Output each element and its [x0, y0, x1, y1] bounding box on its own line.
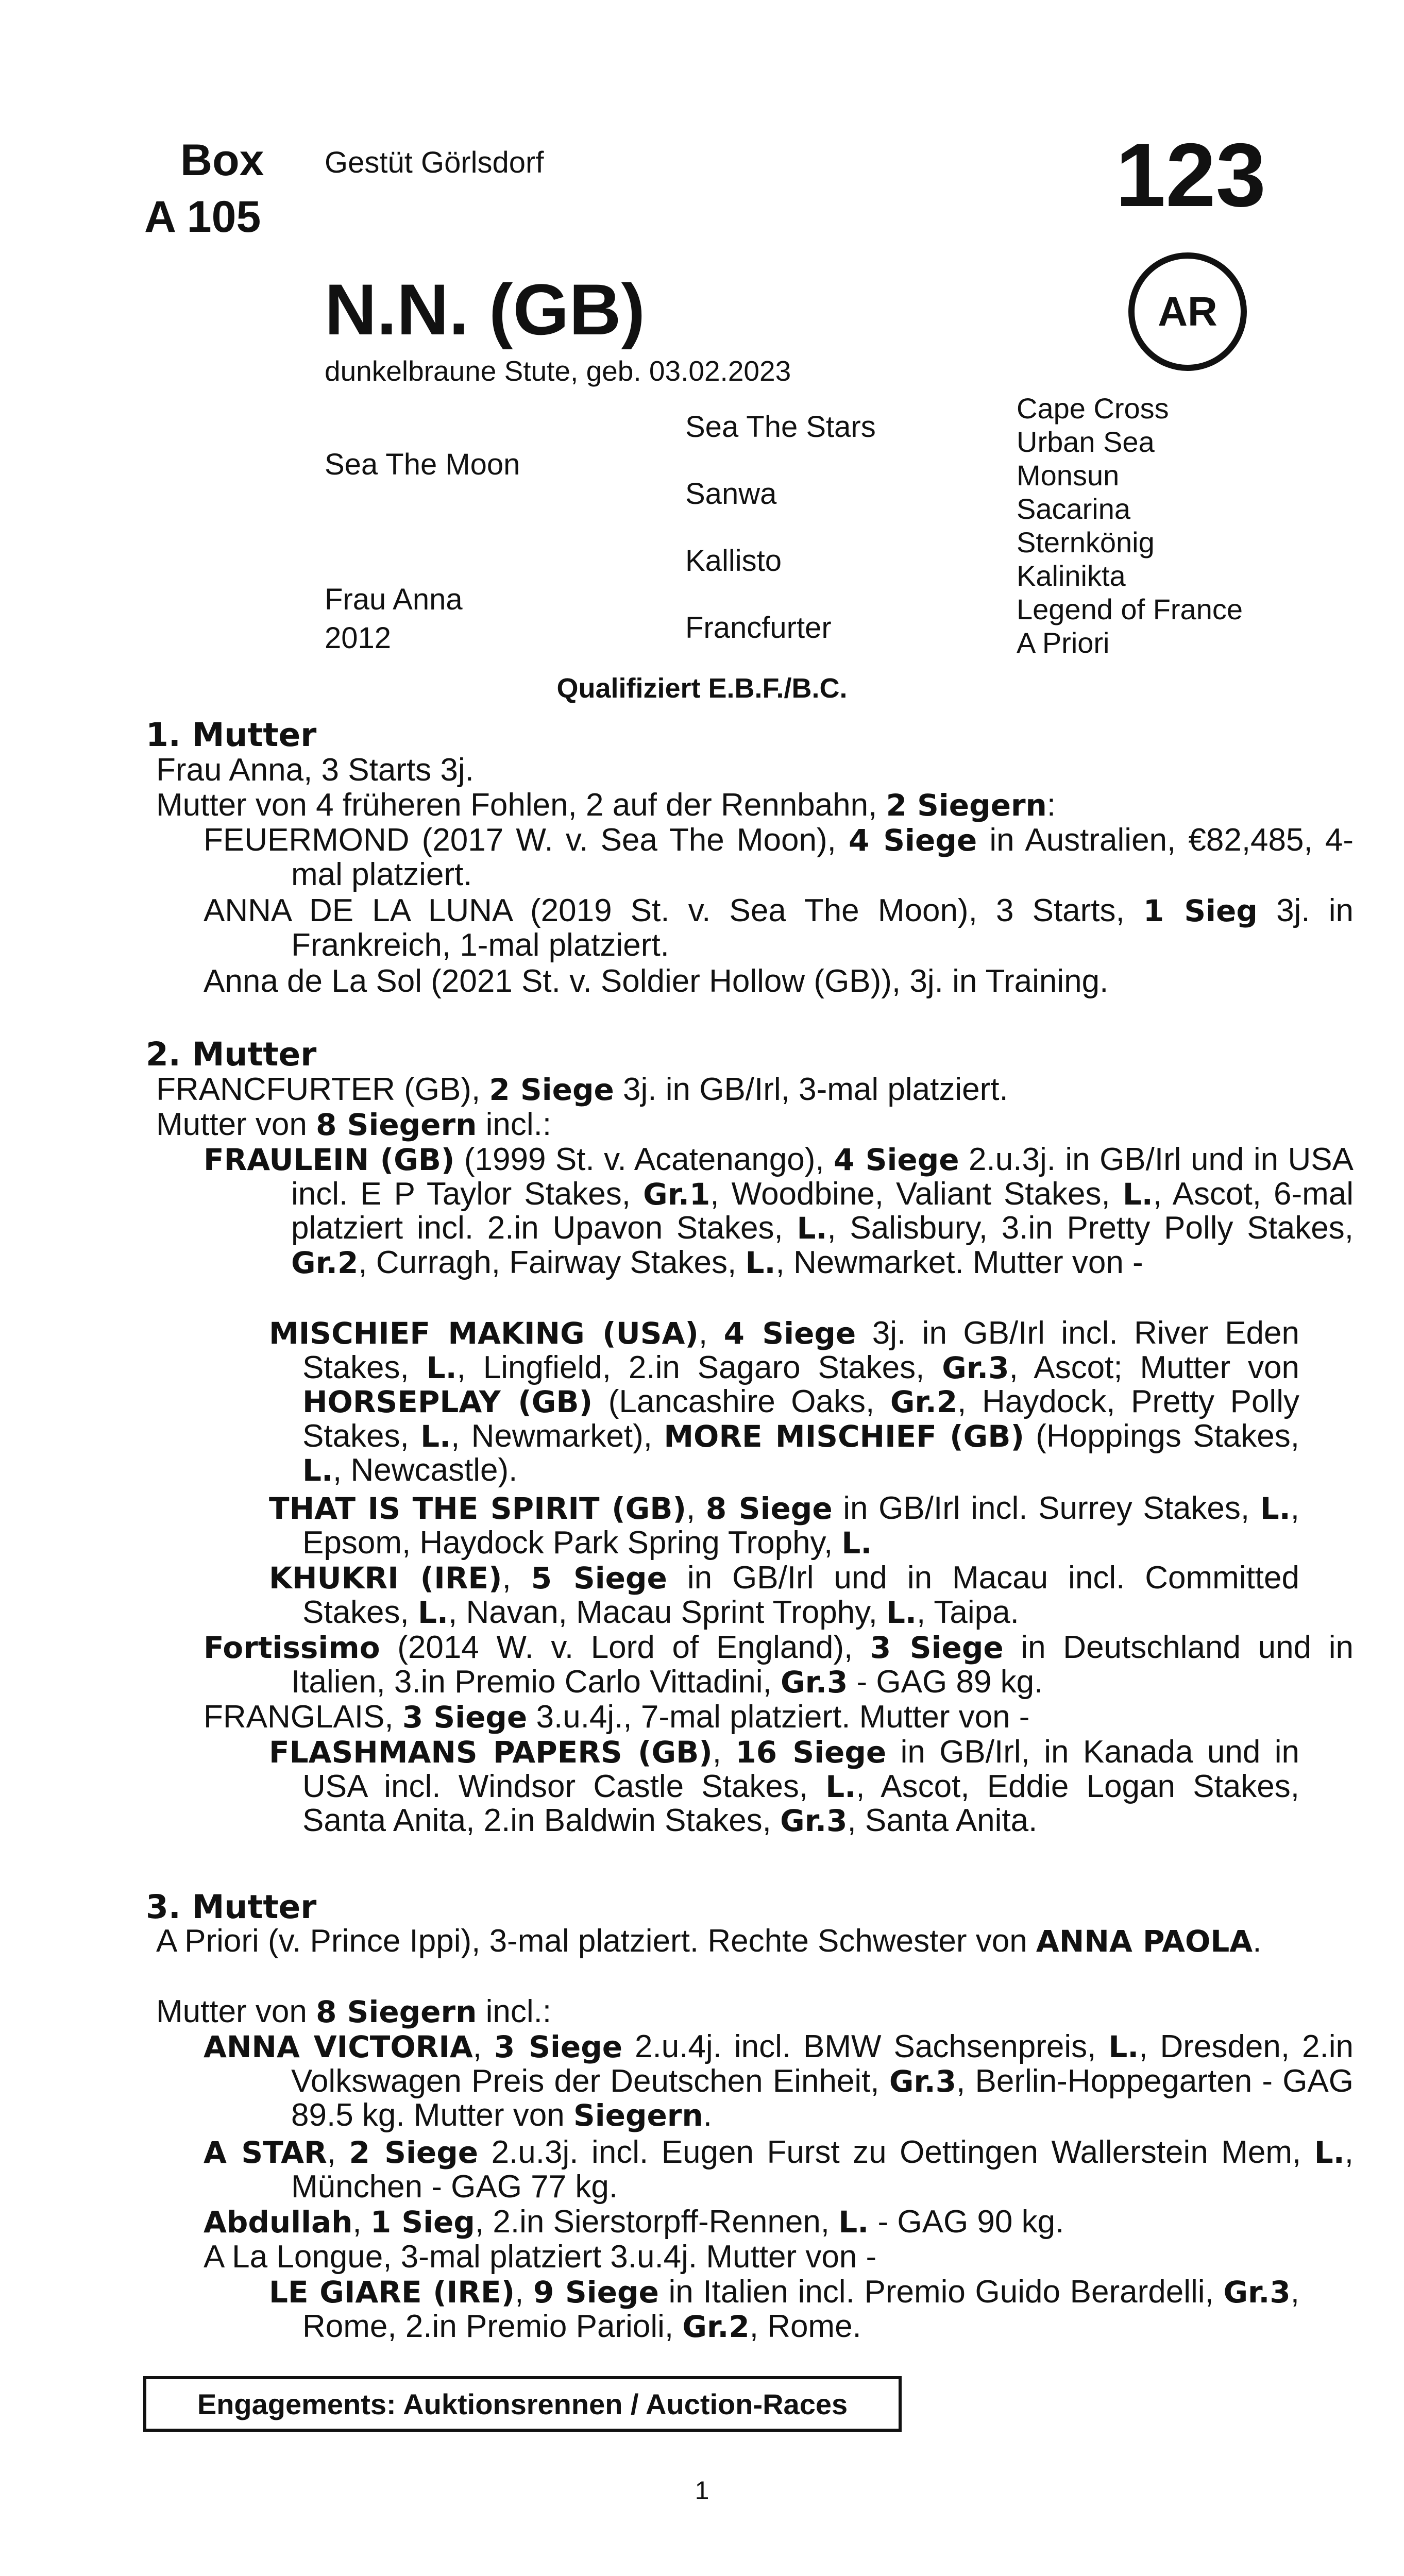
horse-name: N.N. (GB): [325, 269, 646, 350]
horse-description: dunkelbraune Stute, geb. 03.02.2023: [325, 355, 791, 387]
section-first-dam-title: 1. Mutter: [146, 716, 317, 754]
first-dam-produce: Mutter von 4 früheren Fohlen, 2 auf der Rennbahn, 2 Siegern:: [156, 787, 1056, 823]
progeny-abdullah: Abdullah, 1 Sieg, 2.in Sierstorpff-Rennen, L. - GAG 90 kg.: [204, 2204, 1064, 2240]
progeny-fortissimo: Fortissimo (2014 W. v. Lord of England), 3 Siege in Deutschland und in Italien, 3.in Premio Carlo Vittadini, Gr.3 - GAG 89 kg.: [204, 1630, 1354, 1700]
pedigree-g7: Legend of France: [1017, 593, 1243, 625]
progeny-mischief-making: MISCHIEF MAKING (USA), 4 Siege 3j. in GB/Irl incl. River Eden Stakes, L., Lingfield, 2.in Sagaro Stakes, Gr.3, Ascot; Mutter von HORSEPLAY (GB) (Lancashire Oaks, Gr.2, Haydock, Pretty Polly Stakes, L., Newmarket), MORE MISCHIEF (GB) (Hoppings Stakes, L., Newcastle).: [269, 1315, 1300, 1488]
progeny-anna-de-la-sol: Anna de La Sol (2021 St. v. Soldier Hollow (GB)), 3j. in Training.: [204, 963, 1109, 999]
pedigree-dam: Frau Anna: [325, 583, 463, 616]
progeny-feuermond: FEUERMOND (2017 W. v. Sea The Moon), 4 Siege in Australien, €82,485, 4-mal platziert.: [204, 822, 1354, 892]
pedigree-g3: Monsun: [1017, 459, 1120, 492]
pedigree-g2: Urban Sea: [1017, 426, 1155, 458]
qualification: Qualifiziert E.B.F./B.C.: [556, 673, 848, 704]
second-dam-record: FRANCFURTER (GB), 2 Siege 3j. in GB/Irl, 3-mal platziert.: [156, 1072, 1008, 1107]
section-second-dam-title: 2. Mutter: [146, 1036, 317, 1073]
progeny-anna-victoria: ANNA VICTORIA, 3 Siege 2.u.4j. incl. BMW Sachsenpreis, L., Dresden, 2.in Volkswagen Preis der Deutschen Einheit, Gr.3, Berlin-Hoppegarten - GAG 89.5 kg. Mutter von Siegern.: [204, 2029, 1354, 2133]
pedigree-sire: Sea The Moon: [325, 448, 520, 481]
box-number: A 105: [144, 192, 261, 242]
progeny-le-giare: LE GIARE (IRE), 9 Siege in Italien incl. Premio Guido Berardelli, Gr.3, Rome, 2.in Premio Parioli, Gr.2, Rome.: [269, 2274, 1300, 2344]
breeder: Gestüt Görlsdorf: [325, 146, 544, 179]
progeny-fraulein: FRAULEIN (GB) (1999 St. v. Acatenango), 4 Siege 2.u.3j. in GB/Irl und in USA incl. E P Taylor Stakes, Gr.1, Woodbine, Valiant Stakes, L., Ascot, 6-mal platziert incl. 2.in Upavon Stakes, L., Salisbury, 3.in Pretty Polly Stakes, Gr.2, Curragh, Fairway Stakes, L., Newmarket. Mutter von -: [204, 1142, 1354, 1280]
ar-badge: AR: [1128, 252, 1247, 371]
progeny-a-star: A STAR, 2 Siege 2.u.3j. incl. Eugen Furst zu Oettingen Wallerstein Mem, L., München - GAG 77 kg.: [204, 2134, 1354, 2205]
pedigree-sire-sire: Sea The Stars: [685, 410, 876, 444]
first-dam-record: Frau Anna, 3 Starts 3j.: [156, 752, 474, 788]
pedigree-dam-dam: Francfurter: [685, 611, 832, 645]
section-third-dam-title: 3. Mutter: [146, 1888, 317, 1926]
progeny-a-la-longue: A La Longue, 3-mal platziert 3.u.4j. Mutter von -: [204, 2239, 877, 2275]
pedigree-dam-sire: Kallisto: [685, 544, 782, 578]
engagements-box: Engagements: Auktionsrennen / Auction-Races: [143, 2376, 902, 2432]
pedigree-g8: A Priori: [1017, 626, 1110, 659]
pedigree-g6: Kalinikta: [1017, 560, 1126, 592]
third-dam-record: A Priori (v. Prince Ippi), 3-mal platziert. Rechte Schwester von ANNA PAOLA.: [156, 1923, 1262, 1959]
progeny-that-is-the-spirit: THAT IS THE SPIRIT (GB), 8 Siege in GB/Irl incl. Surrey Stakes, L., Epsom, Haydock Park Spring Trophy, L.: [269, 1490, 1299, 1561]
pedigree-g4: Sacarina: [1017, 493, 1131, 525]
pedigree-sire-dam: Sanwa: [685, 477, 777, 511]
pedigree-g5: Sternkönig: [1017, 526, 1155, 558]
progeny-franglais: FRANGLAIS, 3 Siege 3.u.4j., 7-mal platziert. Mutter von -: [204, 1699, 1030, 1735]
pedigree-dam-year: 2012: [325, 621, 392, 655]
page-number: 1: [695, 2476, 709, 2505]
second-dam-produce: Mutter von 8 Siegern incl.:: [156, 1107, 552, 1142]
third-dam-produce: Mutter von 8 Siegern incl.:: [156, 1994, 552, 2029]
progeny-khukri: KHUKRI (IRE), 5 Siege in GB/Irl und in Macau incl. Committed Stakes, L., Navan, Macau Sprint Trophy, L., Taipa.: [269, 1560, 1299, 1630]
progeny-anna-de-la-luna: ANNA DE LA LUNA (2019 St. v. Sea The Moon), 3 Starts, 1 Sieg 3j. in Frankreich, 1-mal platziert.: [204, 893, 1354, 963]
pedigree-g1: Cape Cross: [1017, 392, 1169, 425]
box-label: Box: [180, 135, 264, 185]
progeny-flashmans-papers: FLASHMANS PAPERS (GB), 16 Siege in GB/Irl, in Kanada und in USA incl. Windsor Castle Stakes, L., Ascot, Eddie Logan Stakes, Santa Anita, 2.in Baldwin Stakes, Gr.3, Santa Anita.: [269, 1734, 1299, 1838]
lot-number: 123: [1115, 125, 1266, 226]
